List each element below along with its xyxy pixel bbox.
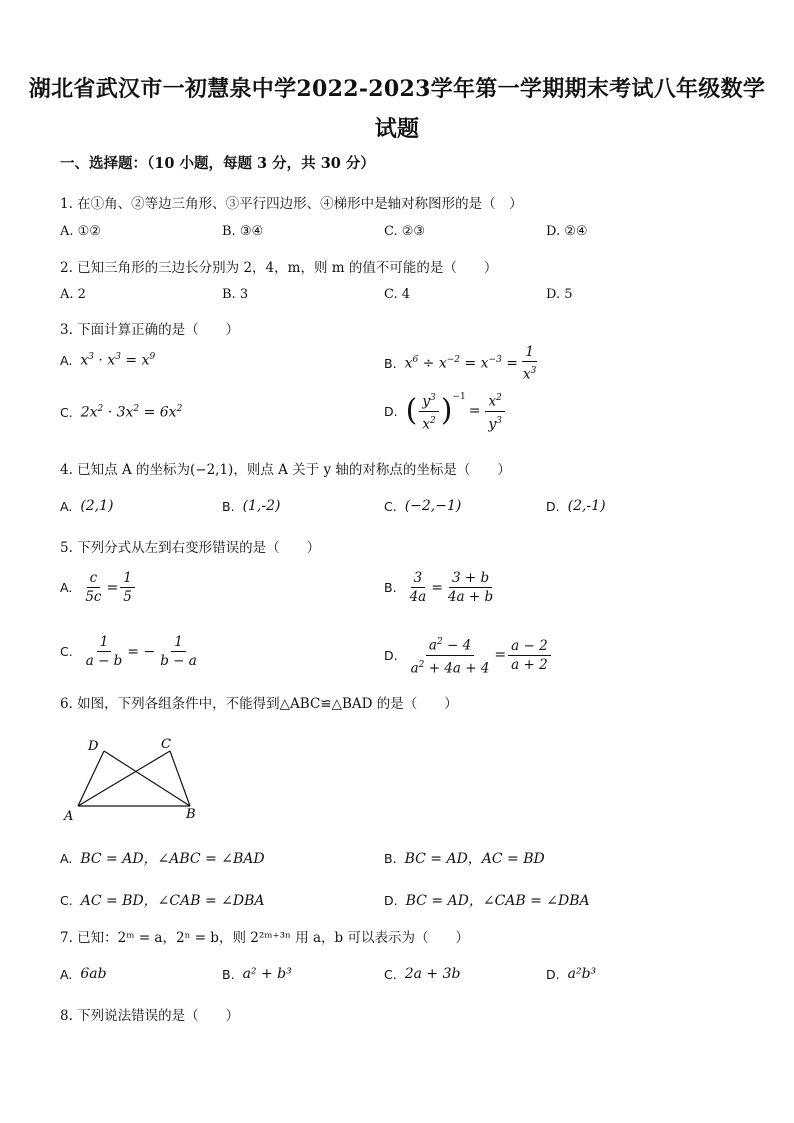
label-c: C [161, 737, 171, 752]
label-b: B [186, 807, 196, 822]
q2-option-c: C. 4 [384, 287, 411, 302]
q4-option-a: A. (2,1) [60, 498, 114, 514]
q4-option-d: D. (2,-1) [546, 498, 606, 514]
page-title: 湖北省武汉市一初慧泉中学2022-2023学年第一学期期末考试八年级数学 [28, 76, 766, 102]
q4-option-b: B. (1,-2) [222, 498, 281, 514]
label-a: A [64, 809, 74, 824]
q1-option-c: C. ②③ [384, 224, 426, 239]
q6-option-a: A. BC = AD，∠ABC = ∠BAD [60, 850, 265, 867]
q2-option-b: B. 3 [222, 287, 249, 302]
q6-option-c: C. AC = BD，∠CAB = ∠DBA [60, 892, 265, 909]
question-2: 2. 已知三角形的三边长分别为 2，4，m，则 m 的值不可能的是（ ） [60, 260, 498, 276]
q6-option-d: D. BC = AD，∠CAB = ∠DBA [384, 892, 590, 909]
q1-option-b: B. ③④ [222, 224, 264, 239]
q1-option-d: D. ②④ [546, 224, 588, 239]
q5-option-b: B. $\frac{3}{4a}$ = $\frac{3 + b}{4a + b}$ [384, 570, 494, 605]
triangle-figure [60, 736, 210, 826]
q2-option-d: D. 5 [546, 287, 573, 302]
q7-option-c: C. 2a + 3b [384, 966, 461, 982]
page-title-continued: 试题 [374, 116, 420, 142]
q7-option-a: A. 6ab [60, 966, 107, 982]
question-3: 3. 下面计算正确的是（ ） [60, 322, 240, 338]
q3-option-d: D. ( $\frac{y^3}{x^2}$ ) $^{-1}$ = $\frac{x^2}{y^3}$ [384, 390, 507, 432]
question-1: 1. 在①角、②等边三角形、③平行四边形、④梯形中是轴对称图形的是（ ） [60, 196, 523, 212]
question-6: 6. 如图，下列各组条件中，不能得到△ABC≌△BAD 的是（ ） [60, 696, 458, 712]
q2-option-a: A. 2 [60, 287, 86, 302]
q3-option-c: C. $2x^2 \cdot 3x^2 = 6x^2$ [60, 404, 183, 421]
label-d: D [88, 739, 99, 754]
q1-option-a: A. ①② [60, 224, 101, 239]
q3-option-a: A. $x^3 \cdot x^3 = x^9$ [60, 352, 156, 369]
q5-option-c: C. $\frac{1}{a - b}$ = − $\frac{1}{b - a}$ [60, 634, 197, 669]
q4-option-c: C. (−2,−1) [384, 498, 462, 514]
question-5: 5. 下列分式从左到右变形错误的是（ ） [60, 540, 321, 556]
q7-option-d: D. a²b³ [546, 966, 597, 982]
question-4: 4. 已知点 A 的坐标为(−2,1)，则点 A 关于 y 轴的对称点的坐标是（ ） [60, 462, 511, 478]
q3-option-b: B. $x^6 \div x^{-2} = x^{-3}$ = $\frac{1}{x^3}$ [384, 344, 537, 383]
section-heading: 一、选择题：（10 小题，每题 3 分，共 30 分） [60, 155, 375, 172]
q6-option-b: B. BC = AD，AC = BD [384, 850, 545, 867]
question-8: 8. 下列说法错误的是（ ） [60, 1008, 240, 1024]
q7-option-b: B. a² + b³ [222, 966, 292, 982]
q5-option-d: D. $\frac{a^2 - 4}{a^2 + 4a + 4}$ = $\frac{a - 2}{a + 2}$ [384, 634, 553, 676]
q5-option-a: A. $\frac{c}{5c}$ = $\frac{1}{5}$ [60, 570, 137, 605]
question-7: 7. 已知：2ᵐ = a，2ⁿ = b，则 2²ᵐ⁺³ⁿ 用 a，b 可以表示为（ ） [60, 930, 469, 946]
